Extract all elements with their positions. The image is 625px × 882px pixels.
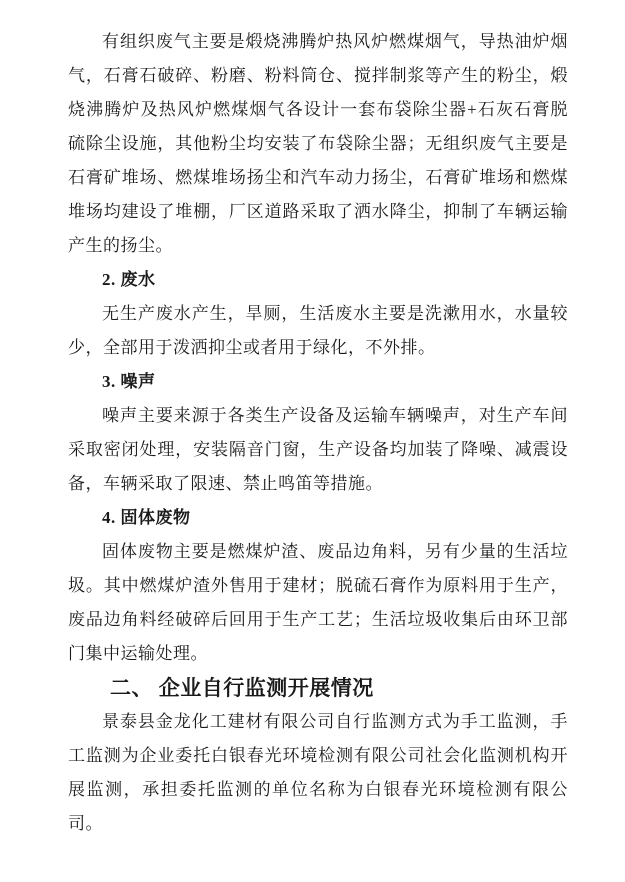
paragraph-noise: 噪声主要来源于各类生产设备及运输车辆噪声，对生产车间采取密闭处理，安装隔音门窗，生产设备均加装了降噪、减震设备，车辆采取了限速、禁止鸣笛等措施。 xyxy=(68,406,568,493)
paragraph-exhaust-gas: 有组织废气主要是煅烧沸腾炉热风炉燃煤烟气，导热油炉烟气，石膏石破碎、粉磨、粉料筒仓、搅拌制浆等产生的粉尘，煅烧沸腾炉及热风炉燃煤烟气各设计一套布袋除尘器+石灰石膏脱硫除尘设施，其他粉尘均安装了布袋除尘器；无组织废气主要是石膏矿堆场、燃煤堆场扬尘和汽车动力扬尘，石膏矿堆场和燃煤堆场均建设了堆棚，厂区道路采取了洒水降尘，抑制了车辆运输产生的扬尘。 xyxy=(68,32,568,255)
heading-noise: 3. 噪声 xyxy=(102,372,156,391)
section-heading-self-monitoring: 二、 企业自行监测开展情况 xyxy=(110,676,374,700)
heading-solid-waste: 4. 固体废物 xyxy=(102,508,191,527)
paragraph-solid-waste: 固体废物主要是燃煤炉渣、废品边角料，另有少量的生活垃圾。其中燃煤炉渣外售用于建材；脱硫石膏作为原料用于生产，废品边角料经破碎后回用于生产工艺；生活垃圾收集后由环卫部门集中运输处理。 xyxy=(68,542,568,663)
heading-wastewater: 2. 废水 xyxy=(102,270,156,289)
paragraph-self-monitoring: 景泰县金龙化工建材有限公司自行监测方式为手工监测，手工监测为企业委托白银春光环境检测有限公司社会化监测机构开展监测，承担委托监测的单位名称为白银春光环境检测有限公司。 xyxy=(68,712,568,833)
paragraph-wastewater: 无生产废水产生，旱厕，生活废水主要是洗漱用水，水量较少，全部用于泼洒抑尘或者用于绿化，不外排。 xyxy=(68,304,568,357)
